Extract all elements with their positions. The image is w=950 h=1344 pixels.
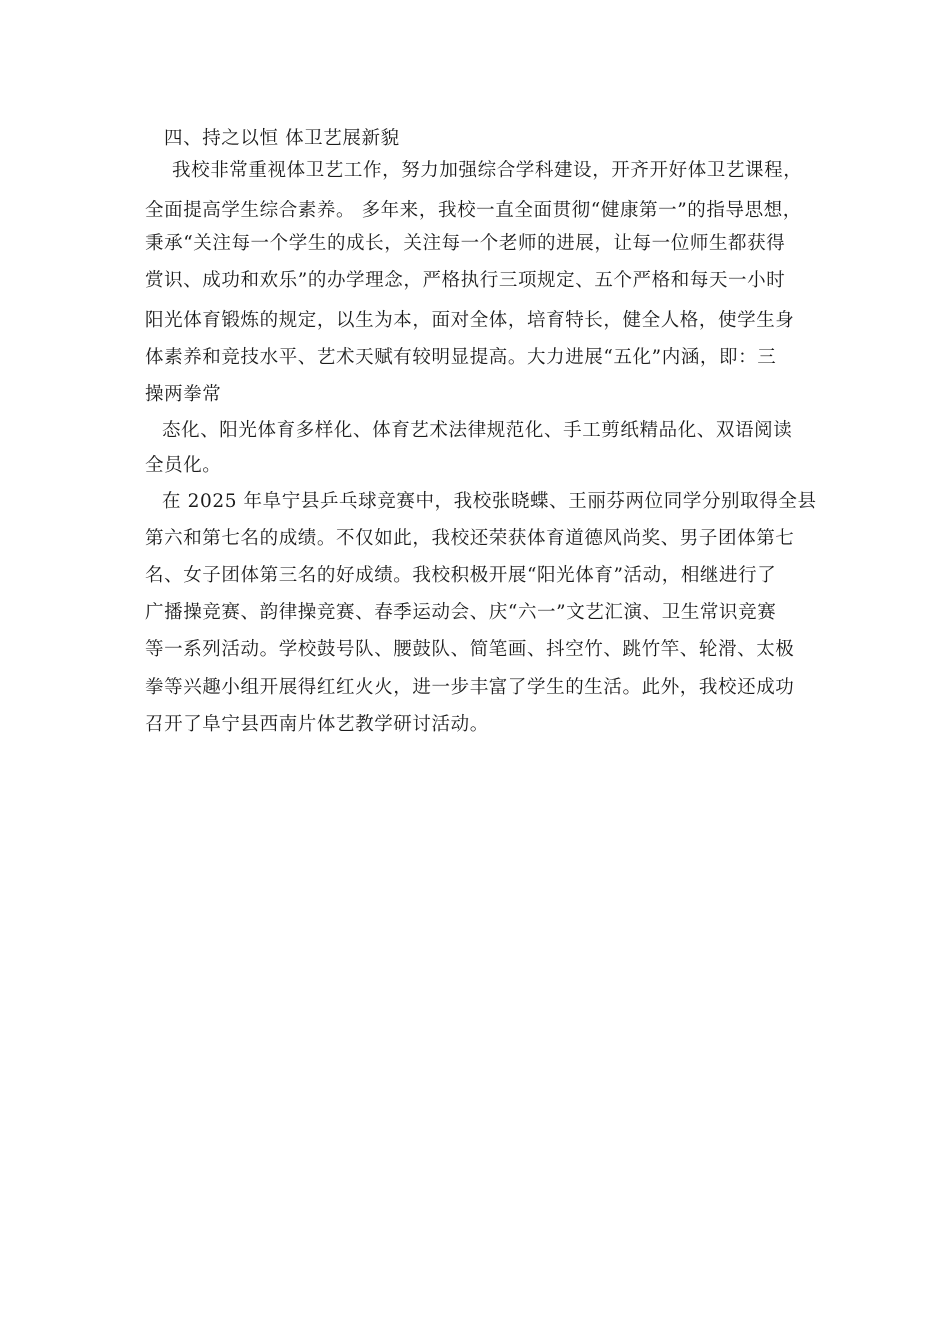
- paragraph-line: 赏识、成功和欢乐”的办学理念，严格执行三项规定、五个严格和每天一小时: [145, 270, 786, 291]
- paragraph-line: 操两拳常: [145, 384, 222, 405]
- paragraph-line: 在 2025 年阜宁县乒乓球竞赛中，我校张晓蝶、王丽芬两位同学分别取得全县: [162, 491, 817, 512]
- section-heading: 四、持之以恒 体卫艺展新貌: [164, 128, 400, 149]
- paragraph-line: 秉承“关注每一个学生的成长，关注每一个老师的进展，让每一位师生都获得: [145, 233, 786, 254]
- paragraph-line: 体素养和竞技水平、艺术天赋有较明显提高。大力进展“五化”内涵，即：三: [145, 347, 777, 368]
- paragraph-line: 召开了阜宁县西南片体艺教学研讨活动。: [145, 714, 489, 735]
- paragraph-line: 态化、阳光体育多样化、体育艺术法律规范化、手工剪纸精品化、双语阅读: [162, 420, 793, 441]
- paragraph-line: 等一系列活动。学校鼓号队、腰鼓队、简笔画、抖空竹、跳竹竿、轮滑、太极: [145, 639, 795, 660]
- paragraph-line: 名、女子团体第三名的好成绩。我校积极开展“阳光体育”活动，相继进行了: [145, 565, 777, 586]
- paragraph-line: 第六和第七名的成绩。不仅如此，我校还荣获体育道德风尚奖、男子团体第七: [145, 528, 795, 549]
- paragraph-line: 广播操竞赛、韵律操竞赛、春季运动会、庆“六一”文艺汇演、卫生常识竞赛: [145, 602, 777, 623]
- paragraph-line: 全员化。: [145, 455, 222, 476]
- paragraph-line: 拳等兴趣小组开展得红红火火，进一步丰富了学生的生活。此外，我校还成功: [145, 677, 795, 698]
- paragraph-line: 我校非常重视体卫艺工作，努力加强综合学科建设，开齐开好体卫艺课程，: [172, 160, 803, 181]
- paragraph-line: 阳光体育锻炼的规定，以生为本，面对全体，培育特长，健全人格，使学生身: [145, 310, 795, 331]
- paragraph-line: 全面提高学生综合素养。 多年来，我校一直全面贯彻“健康第一”的指导思想，: [145, 200, 802, 221]
